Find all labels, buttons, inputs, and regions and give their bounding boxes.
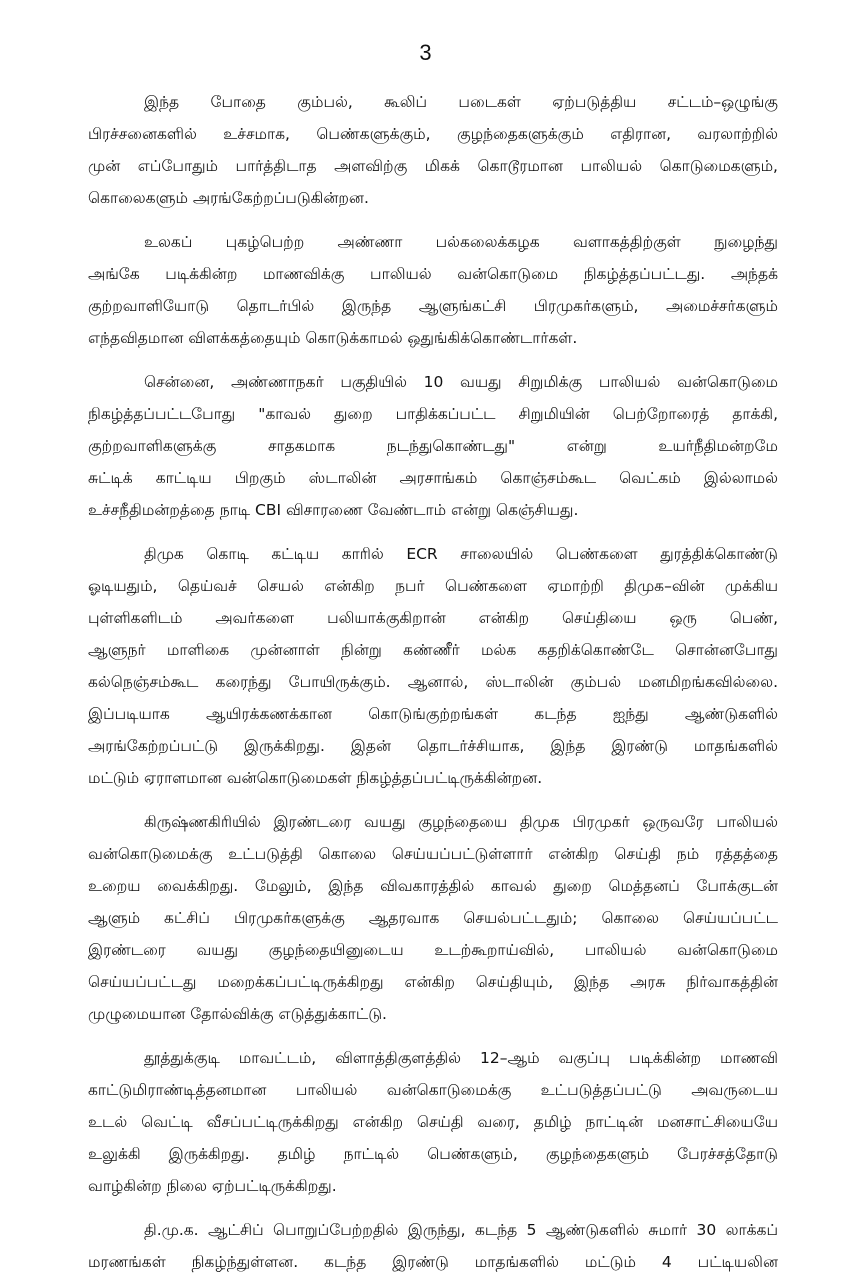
text-line: இரண்டரை வயது குழந்தையினுடைய உடற்கூறாய்வில், பாலியல் வன்கொடுமை xyxy=(88,941,778,959)
text-line: தூத்துக்குடி மாவட்டம், விளாத்திகுளத்தில் 12–ஆம் வகுப்பு படிக்கின்ற மாணவி xyxy=(144,1049,778,1067)
text-line: மட்டும் ஏராளமான வன்கொடுமைகள் நிகழ்த்தப்பட்டிருக்கின்றன. xyxy=(88,769,543,787)
document-body xyxy=(88,86,778,1278)
text-line: செய்யப்பட்டது மறைக்கப்பட்டிருக்கிறது என்கிற செய்தியும், இந்த அரசு நிர்வாகத்தின் xyxy=(88,973,778,991)
paragraph-3 xyxy=(88,366,778,526)
text-line: சென்னை, அண்ணாநகர் பகுதியில் 10 வயது சிறுமிக்கு பாலியல் வன்கொடுமை xyxy=(144,373,778,391)
text-line: ஆளுநர் மாளிகை முன்னாள் நின்று கண்ணீர் மல்க கதறிக்கொண்டே சொன்னபோது xyxy=(88,641,778,659)
page-number: 3 xyxy=(419,40,432,65)
text-line: வன்கொடுமைக்கு உட்படுத்தி கொலை செய்யப்பட்டுள்ளார் என்கிற செய்தி நம் ரத்தத்தை xyxy=(88,845,778,863)
text-line: காட்டுமிராண்டித்தனமான பாலியல் வன்கொடுமைக்கு உட்படுத்தப்பட்டு அவருடைய xyxy=(88,1081,778,1099)
text-line: புள்ளிகளிடம் அவர்களை பலியாக்குகிறான் என்கிற செய்தியை ஒரு பெண், xyxy=(88,609,778,627)
text-line: குற்றவாளிகளுக்கு சாதகமாக நடந்துகொண்டது" என்று உயர்நீதிமன்றமே xyxy=(88,437,778,455)
text-line: வாழ்கின்ற நிலை ஏற்பட்டிருக்கிறது. xyxy=(88,1177,337,1195)
paragraph-5 xyxy=(88,806,778,1030)
paragraph-7 xyxy=(88,1214,778,1278)
text-line: அங்கே படிக்கின்ற மாணவிக்கு பாலியல் வன்கொடுமை நிகழ்த்தப்பட்டது. அந்தக் xyxy=(88,265,778,283)
text-line: ஆளும் கட்சிப் பிரமுகர்களுக்கு ஆதரவாக செயல்பட்டதும்; கொலை செய்யப்பட்ட xyxy=(88,909,778,927)
text-line: எந்தவிதமான விளக்கத்தையும் கொடுக்காமல் ஒதுங்கிக்கொண்டார்கள். xyxy=(88,329,578,347)
text-line: பிரச்சனைகளில் உச்சமாக, பெண்களுக்கும், குழந்தைகளுக்கும் எதிரான, வரலாற்றில் xyxy=(88,125,778,143)
paragraph-2 xyxy=(88,226,778,354)
text-line: உலுக்கி இருக்கிறது. தமிழ் நாட்டில் பெண்களும், குழந்தைகளும் பேரச்சத்தோடு xyxy=(88,1145,778,1163)
text-line: இப்படியாக ஆயிரக்கணக்கான கொடுங்குற்றங்கள் கடந்த ஐந்து ஆண்டுகளில் xyxy=(88,705,778,723)
text-line: குற்றவாளியோடு தொடர்பில் இருந்த ஆளுங்கட்சி பிரமுகர்களும், அமைச்சர்களும் xyxy=(88,297,778,315)
text-line: உச்சநீதிமன்றத்தை நாடி CBI விசாரணை வேண்டாம் என்று கெஞ்சியது. xyxy=(88,501,579,519)
text-line: திமுக கொடி கட்டிய காரில் ECR சாலையில் பெண்களை துரத்திக்கொண்டு xyxy=(144,545,778,563)
text-line: இந்த போதை கும்பல், கூலிப் படைகள் ஏற்படுத்திய சட்டம்–ஒழுங்கு xyxy=(144,93,778,111)
text-line: உலகப் புகழ்பெற்ற அண்ணா பல்கலைக்கழக வளாகத்திற்குள் நுழைந்து xyxy=(144,233,778,251)
text-line: கொலைகளும் அரங்கேற்றப்படுகின்றன. xyxy=(88,189,369,207)
paragraph-4 xyxy=(88,538,778,794)
text-line: உடல் வெட்டி வீசப்பட்டிருக்கிறது என்கிற செய்தி வரை, தமிழ் நாட்டின் மனசாட்சியையே xyxy=(88,1113,778,1131)
text-line: நிகழ்த்தப்பட்டபோது "காவல் துறை பாதிக்கப்பட்ட சிறுமியின் பெற்றோரைத் தாக்கி, xyxy=(88,405,778,423)
text-line: முன் எப்போதும் பார்த்திடாத அளவிற்கு மிகக் கொடூரமான பாலியல் கொடுமைகளும், xyxy=(88,157,778,175)
text-line: கல்நெஞ்சம்கூட கரைந்து போயிருக்கும். ஆனால், ஸ்டாலின் கும்பல் மனமிறங்கவில்லை. xyxy=(88,673,778,691)
text-line: உறைய வைக்கிறது. மேலும், இந்த விவகாரத்தில் காவல் துறை மெத்தனப் போக்குடன் xyxy=(88,877,778,895)
text-line: கிருஷ்ணகிரியில் இரண்டரை வயது குழந்தையை திமுக பிரமுகர் ஒருவரே பாலியல் xyxy=(144,813,778,831)
paragraph-1 xyxy=(88,86,778,214)
text-line: தி.மு.க. ஆட்சிப் பொறுப்பேற்றதில் இருந்து, கடந்த 5 ஆண்டுகளில் சுமார் 30 லாக்கப் xyxy=(144,1221,778,1239)
text-line: சுட்டிக் காட்டிய பிறகும் ஸ்டாலின் அரசாங்கம் கொஞ்சம்கூட வெட்கம் இல்லாமல் xyxy=(88,469,778,487)
text-line: முழுமையான தோல்விக்கு எடுத்துக்காட்டு. xyxy=(88,1005,387,1023)
text-line: மரணங்கள் நிகழ்ந்துள்ளன. கடந்த இரண்டு மாதங்களில் மட்டும் 4 பட்டியலின xyxy=(88,1253,778,1271)
paragraph-6 xyxy=(88,1042,778,1202)
text-line: அரங்கேற்றப்பட்டு இருக்கிறது. இதன் தொடர்ச்சியாக, இந்த இரண்டு மாதங்களில் xyxy=(88,737,778,755)
text-line: ஓடியதும், தெய்வச் செயல் என்கிற நபர் பெண்களை ஏமாற்றி திமுக–வின் முக்கிய xyxy=(88,577,778,595)
